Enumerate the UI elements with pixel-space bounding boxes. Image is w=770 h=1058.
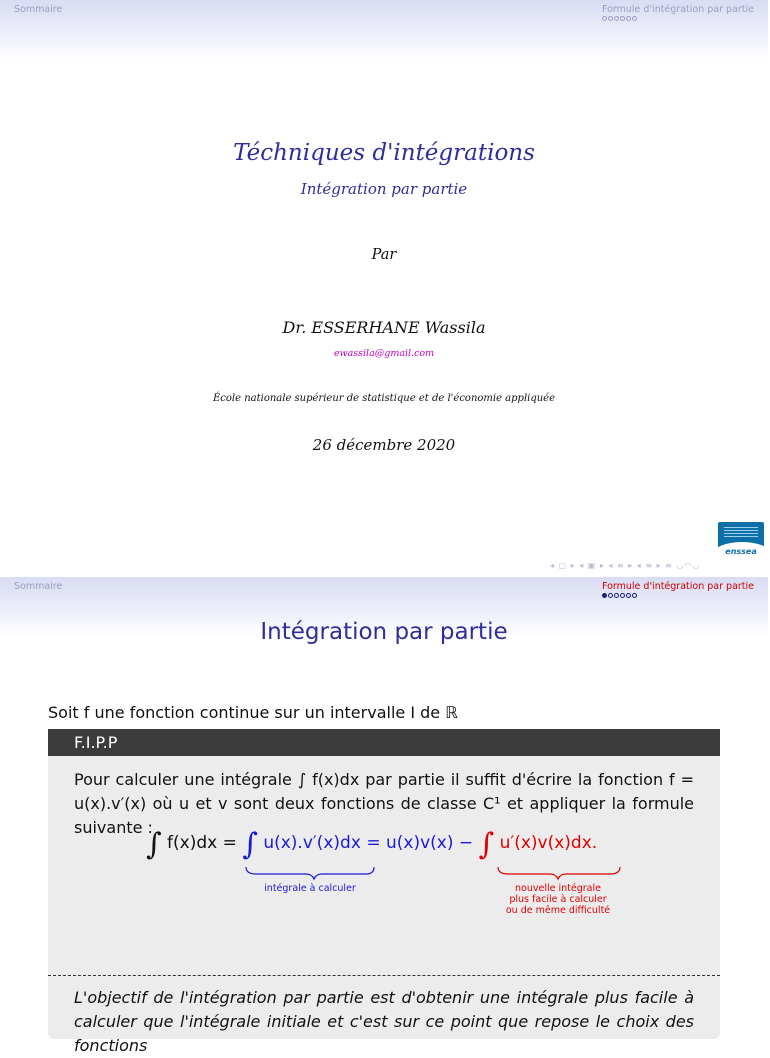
nav-section-label: Formule d'intégration par partie	[601, 581, 754, 592]
progress-dot-current[interactable]	[602, 593, 607, 598]
progress-dot[interactable]	[614, 16, 619, 21]
fipp-block	[48, 729, 720, 1055]
formula-lhs: f(x)dx =	[167, 833, 237, 853]
frame-title: Intégration par partie	[260, 619, 508, 645]
progress-dot[interactable]	[626, 593, 631, 598]
nav-sommaire[interactable]: Sommaire	[14, 581, 63, 592]
block-title: F.I.P.P	[48, 729, 720, 756]
institution: École nationale supérieur de statistique et de l'économie appliquée	[212, 393, 556, 404]
blue-term-text: u(x).v′(x)dx	[263, 833, 361, 853]
integral-sign: ∫	[146, 827, 162, 862]
progress-dot[interactable]	[602, 16, 607, 21]
by-label: Par	[371, 247, 397, 263]
red-label-line: ou de même difficulté	[505, 905, 611, 916]
progress-dots	[602, 16, 754, 21]
logo-text: enssea	[725, 547, 757, 556]
progress-dot[interactable]	[608, 16, 613, 21]
ipp-formula	[146, 827, 597, 862]
author-name: Dr. ESSERHANE Wassila	[282, 318, 486, 337]
formula-middle: = u(x)v(x) −	[366, 833, 474, 853]
intro-text: Soit f une fonction continue sur un intervalle I de ℝ	[48, 703, 458, 722]
red-label-line: plus facile à calculer	[509, 894, 607, 905]
nav-sommaire[interactable]: Sommaire	[14, 4, 63, 15]
progress-dots	[602, 593, 754, 598]
progress-dot[interactable]	[608, 593, 613, 598]
presentation-subtitle: Intégration par partie	[300, 180, 468, 198]
red-label-line: nouvelle intégrale	[515, 883, 601, 894]
nav-section-active[interactable]	[602, 581, 754, 598]
author-email[interactable]: ewassila@gmail.com	[333, 348, 435, 359]
dashed-divider	[48, 975, 720, 976]
red-term-text: u′(x)v(x)dx.	[499, 833, 598, 853]
blue-underbrace	[246, 867, 374, 879]
nav-section[interactable]	[602, 4, 754, 21]
progress-dot[interactable]	[614, 593, 619, 598]
progress-dot[interactable]	[632, 593, 637, 598]
objective-text: L'objectif de l'intégration par partie est d'obtenir une intégrale plus facile à calculer que l'intégrale initiale et c'est sur ce point que repose le choix des fonctions	[74, 988, 694, 1055]
content-slide	[0, 577, 768, 1055]
nav-section-label: Formule d'intégration par partie	[601, 4, 754, 15]
progress-dot[interactable]	[632, 16, 637, 21]
progress-dot[interactable]	[620, 593, 625, 598]
red-underbrace	[498, 867, 620, 879]
enssea-logo	[718, 522, 764, 558]
block-text: Pour calculer une intégrale ∫ f(x)dx par partie il suffit d'écrire la fonction f = u(x).v′(x) où u et v sont deux fonctions de classe C¹ et appliquer la formule suivante :	[74, 770, 694, 837]
red-brace-label	[488, 883, 628, 916]
formula-red-term: ∫ u′(x)v(x)dx.	[478, 827, 598, 862]
progress-dot[interactable]	[626, 16, 631, 21]
beamer-navigation-icons[interactable]: ◂ ▢ ▸ ◂ ▣ ▸ ◂ ≡ ▸ ◂ ≡ ▸ ≡ ◡◠◡	[550, 561, 701, 570]
blue-brace-label: intégrale à calculer	[264, 883, 356, 894]
presentation-title: Téchniques d'intégrations	[233, 140, 535, 166]
header-bar	[0, 0, 768, 60]
formula-blue-term: ∫ u(x).v′(x)dx	[242, 827, 361, 862]
logo-lettering	[724, 527, 758, 537]
progress-dot[interactable]	[620, 16, 625, 21]
presentation-date: 26 décembre 2020	[312, 436, 456, 454]
